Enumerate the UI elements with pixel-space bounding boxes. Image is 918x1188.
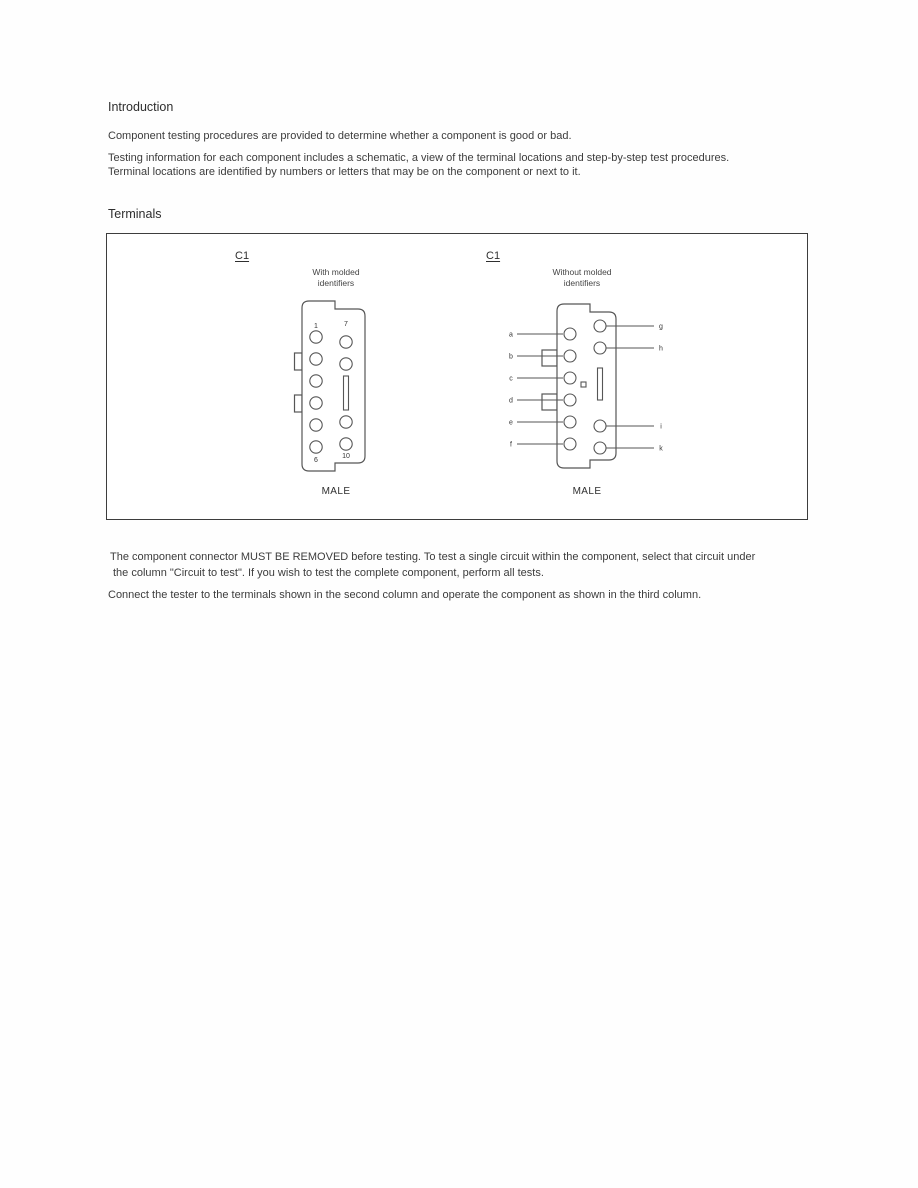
key-slot xyxy=(598,368,603,400)
terminal-label-d: d xyxy=(509,397,513,405)
terminal-circle xyxy=(594,342,606,354)
terminal-circle xyxy=(594,442,606,454)
terminal-circle xyxy=(564,438,576,450)
terminal-circle xyxy=(340,438,352,450)
right-connector-drawing xyxy=(502,296,674,486)
terminal-label-f: f xyxy=(510,441,512,449)
terminal-circle xyxy=(340,358,352,370)
terminal-label-top-left: 1 xyxy=(314,323,318,330)
terminal-label-g: g xyxy=(659,323,663,331)
terminal-label-b: b xyxy=(509,353,513,361)
terminal-label-c: c xyxy=(509,375,513,383)
terminal-circle xyxy=(594,420,606,432)
right-connector-gender-label: MALE xyxy=(572,486,602,497)
right-connector-caption-line-1: Without molded xyxy=(552,267,612,277)
terminal-circle xyxy=(310,441,322,453)
terminal-circle xyxy=(594,320,606,332)
molded-tab-upper xyxy=(542,350,557,366)
key-slot xyxy=(344,376,349,410)
terminal-circle xyxy=(340,416,352,428)
terminal-label-a: a xyxy=(509,331,513,339)
molded-tab-lower xyxy=(542,394,557,410)
terminal-label-h: h xyxy=(659,345,663,353)
terminal-label-top-right: 7 xyxy=(344,321,348,328)
terminal-circle xyxy=(310,375,322,387)
right-connector-id: C1 xyxy=(486,250,501,262)
left-connector-caption xyxy=(271,267,401,288)
introduction-heading: Introduction xyxy=(108,100,174,114)
terminal-circle xyxy=(564,372,576,384)
terminal-label-bottom-right: 10 xyxy=(342,453,350,460)
center-index-mark xyxy=(581,382,586,387)
terminal-label-e: e xyxy=(509,419,513,427)
notes-paragraph-2: Connect the tester to the terminals shown in the second column and operate the component as shown in the third column. xyxy=(108,589,702,601)
terminal-circle xyxy=(564,350,576,362)
lock-tab-lower xyxy=(295,395,303,412)
lock-tab-upper xyxy=(295,353,303,370)
intro-paragraph-2-line-1: Testing information for each component includes a schematic, a view of the terminal locations and step-by-step test procedures. xyxy=(108,152,730,164)
terminal-circle xyxy=(340,336,352,348)
terminals-heading: Terminals xyxy=(108,207,162,221)
terminal-label-k: k xyxy=(659,445,663,453)
notes-paragraph-1-line-1: The component connector MUST BE REMOVED before testing. To test a single circuit within the component, select that circuit under xyxy=(110,551,756,563)
intro-paragraph-2-line-2: Terminal locations are identified by numbers or letters that may be on the component or next to it. xyxy=(108,165,581,178)
intro-paragraph-1: Component testing procedures are provided to determine whether a component is good or bad. xyxy=(108,130,572,142)
terminal-circle xyxy=(564,394,576,406)
terminal-circle xyxy=(310,353,322,365)
terminal-circle xyxy=(564,328,576,340)
notes-paragraph-1 xyxy=(110,549,880,581)
right-connector-caption xyxy=(512,267,652,288)
left-connector-drawing xyxy=(293,296,379,486)
terminal-label-i: i xyxy=(660,423,662,431)
terminal-circle xyxy=(310,331,322,343)
terminal-circle xyxy=(564,416,576,428)
terminal-circle xyxy=(310,397,322,409)
notes-paragraph-1-line-2: the column "Circuit to test". If you wish to test the complete component, perform all tests. xyxy=(113,567,544,579)
right-connector-caption-line-2: identifiers xyxy=(563,277,601,288)
left-connector-id: C1 xyxy=(235,250,250,262)
terminal-circle xyxy=(310,419,322,431)
intro-paragraph-2 xyxy=(108,152,878,179)
terminals-figure xyxy=(106,233,808,520)
left-connector-housing-group xyxy=(295,301,366,471)
left-connector-gender-label: MALE xyxy=(321,486,351,497)
left-connector-caption-line-1: With molded xyxy=(312,267,360,277)
terminal-label-bottom-left: 6 xyxy=(314,457,318,464)
left-connector-caption-line-2: identifiers xyxy=(317,277,355,288)
